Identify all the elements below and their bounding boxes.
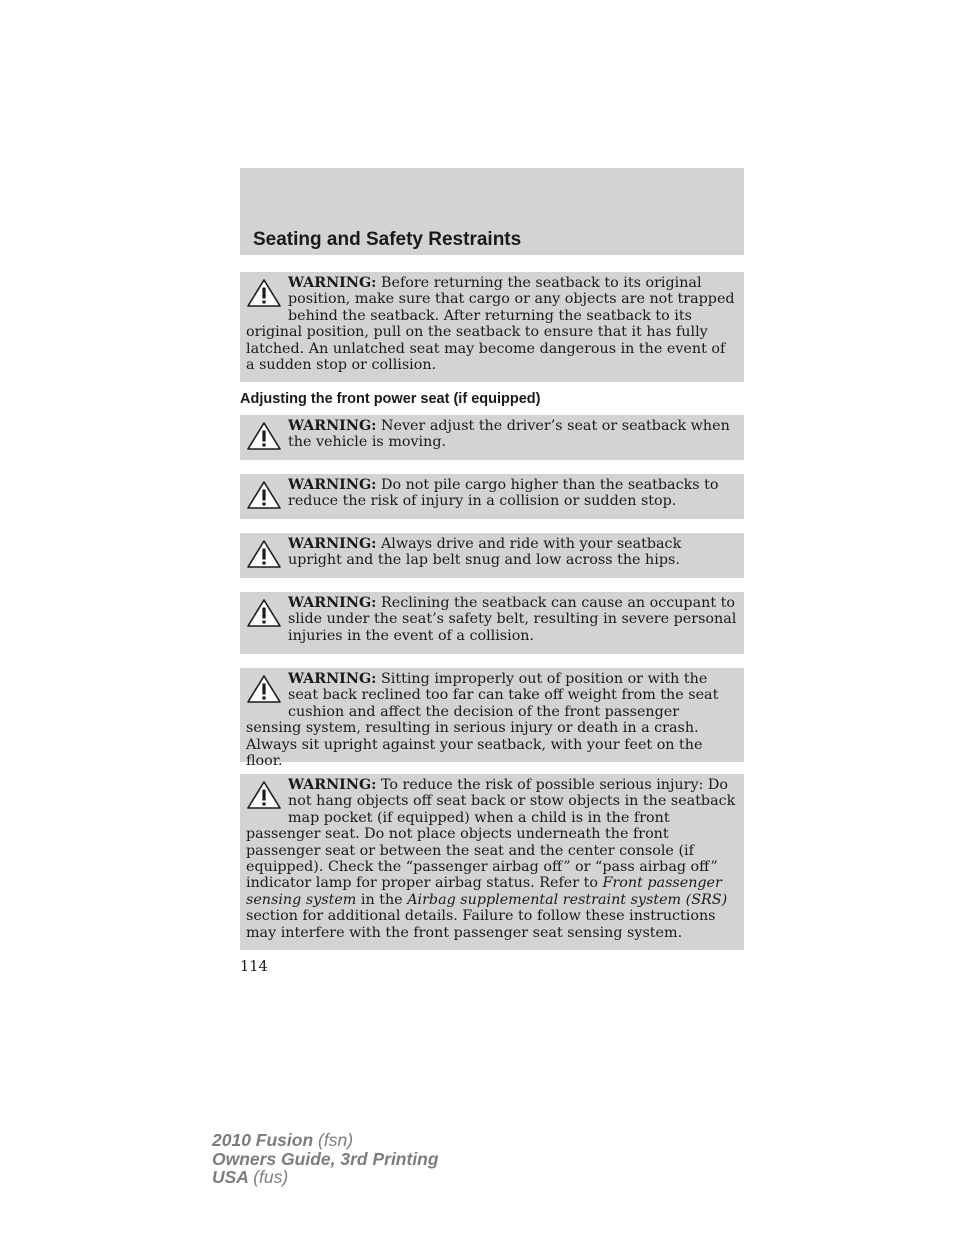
warning-triangle-icon <box>246 480 282 510</box>
warning-label: WARNING: <box>288 536 377 552</box>
warning-text: Always drive and ride with your seatback upright and the lap belt snug and low across the hips. <box>288 536 682 569</box>
warning-box-reclining <box>240 592 744 654</box>
warning-box-hanging-objects <box>240 774 744 950</box>
document-footer <box>212 1131 439 1187</box>
warning-label: WARNING: <box>288 595 377 611</box>
warning-triangle-icon <box>246 278 282 308</box>
warning-label: WARNING: <box>288 477 377 493</box>
warning-box-seatback-return <box>240 272 744 382</box>
warning-text: Before returning the seatback to its original position, make sure that cargo or any objects are not trapped behind the seatback. After returning the seatback to its original position, pull on the seatback to ensure that it has fully latched. An unlatched seat may become dangerous in the event of a sudden stop or collision. <box>246 275 735 374</box>
warning-text: section for additional details. Failure to follow these instructions may interfere with the front passenger seat sensing system. <box>246 908 716 941</box>
warning-box-moving-vehicle <box>240 415 744 460</box>
warning-triangle-icon <box>246 780 282 810</box>
footer-market: USA <box>212 1167 249 1187</box>
subheading-front-power-seat: Adjusting the front power seat (if equipped) <box>240 391 541 407</box>
cross-reference-link: Front passenger sensing system <box>246 875 722 908</box>
warning-text: To reduce the risk of possible serious injury: Do not hang objects off seat back or stow objects in the seatback map pocket (if equipped) when a child is in the front passenger seat. Do not place objects underneath the front passenger seat or between the seat and the center console (if equipped). Check the “passenger airbag off” or “pass airbag off” indicator lamp for proper airbag status. Refer to <box>246 777 736 892</box>
warning-text: Reclining the seatback can cause an occupant to slide under the seat’s safety belt, resulting in severe personal injuries in the event of a collision. <box>288 595 737 644</box>
footer-guide: Owners Guide, 3rd Printing <box>212 1148 439 1169</box>
warning-triangle-icon <box>246 539 282 569</box>
footer-market-code: (fus) <box>253 1167 289 1187</box>
warning-triangle-icon <box>246 598 282 628</box>
warning-label: WARNING: <box>288 777 377 793</box>
warning-triangle-icon <box>246 421 282 451</box>
warning-text: Never adjust the driver’s seat or seatback when the vehicle is moving. <box>288 418 730 451</box>
cross-reference-link: Airbag supplemental restraint system (SRS) <box>407 891 728 908</box>
section-title: Seating and Safety Restraints <box>253 229 522 250</box>
warning-box-seatback-upright <box>240 533 744 578</box>
section-header-band <box>240 168 744 255</box>
warning-box-cargo-height <box>240 474 744 519</box>
warning-label: WARNING: <box>288 275 377 291</box>
warning-label: WARNING: <box>288 418 377 434</box>
warning-label: WARNING: <box>288 671 377 687</box>
footer-line-model <box>212 1131 439 1150</box>
footer-line-guide <box>212 1150 439 1169</box>
footer-model: 2010 Fusion <box>212 1130 314 1150</box>
warning-box-sitting-position <box>240 668 744 770</box>
warning-triangle-icon <box>246 674 282 704</box>
warning-text: Sitting improperly out of position or with the seat back reclined too far can take off weight from the seat cushion and affect the decision of the front passenger sensing system, resulting in serious injury or death in a crash. Always sit upright against your seatback, with your feet on the floor. <box>246 671 719 770</box>
warning-text: Do not pile cargo higher than the seatbacks to reduce the risk of injury in a collision or sudden stop. <box>288 477 719 510</box>
footer-model-code: (fsn) <box>318 1130 354 1150</box>
page-number: 114 <box>240 959 268 975</box>
footer-line-market <box>212 1168 439 1187</box>
warning-text: in the <box>360 891 403 908</box>
